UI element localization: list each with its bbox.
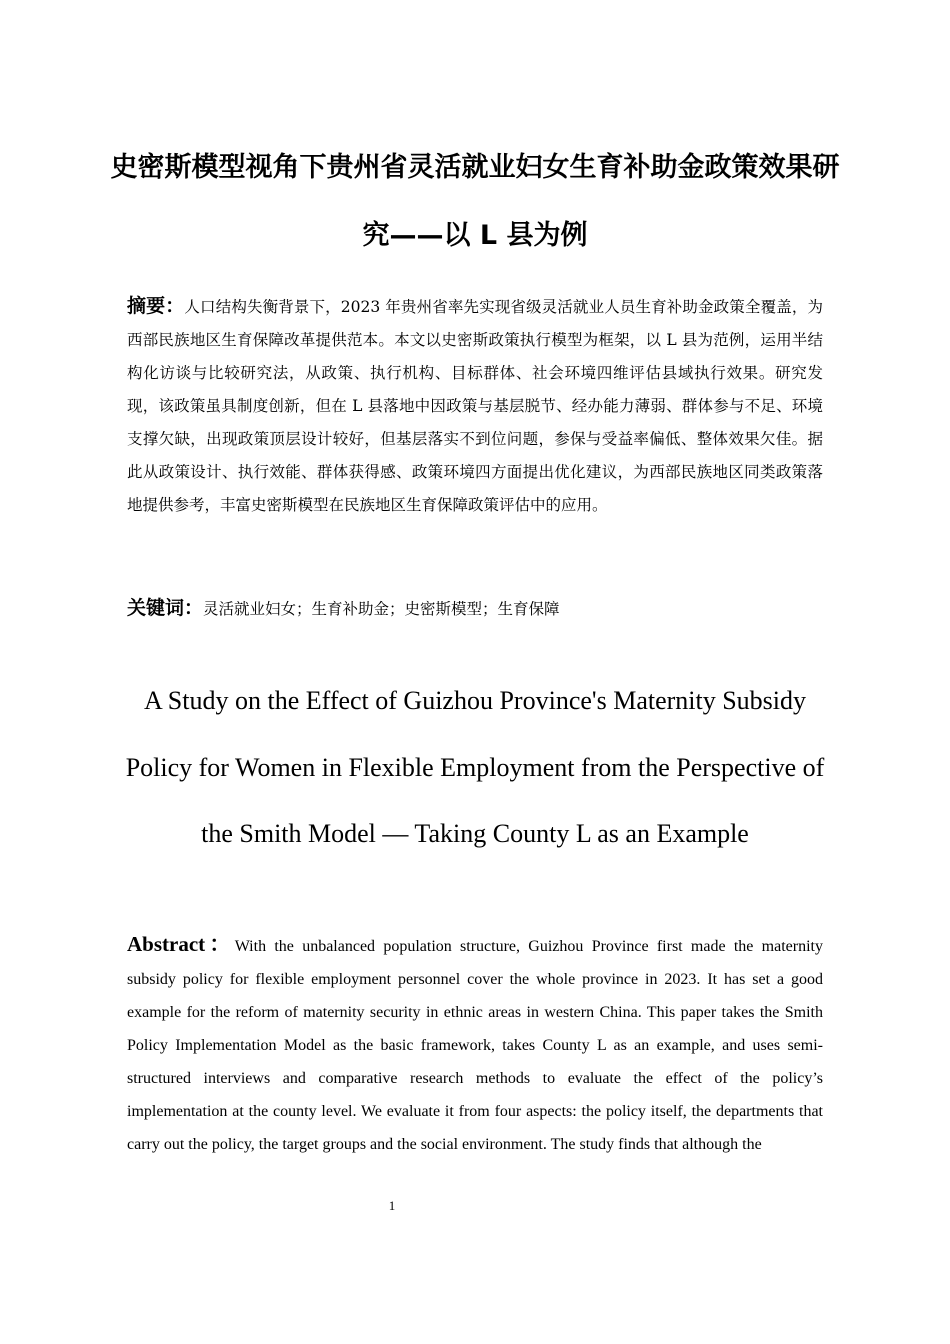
chinese-keywords <box>127 592 823 626</box>
chinese-title: 史密斯模型视角下贵州省灵活就业妇女生育补助金政策效果研究——以 L 县为例 <box>110 152 840 251</box>
page-number: 1 <box>388 1198 396 1213</box>
english-title: A Study on the Effect of Guizhou Province's Maternity Subsidy Policy for Women in Flexible Employment from the Perspective of the Smith Model — Taking County L as an Example <box>125 686 825 848</box>
chinese-abstract <box>127 290 823 522</box>
english-abstract-label: Abstract： <box>127 932 235 956</box>
english-abstract <box>127 928 823 1161</box>
english-abstract-text: With the unbalanced population structure, Guizhou Province first made the maternity subsidy policy for flexible employment personnel cover the whole province in 2023. It has set a good example for the reform of maternity security in ethnic areas in western China. This paper takes the Smith Policy Implementation Model as the basic framework, takes County L as an example, and uses semi-structured interviews and comparative research methods to evaluate the effect of the policy’s implementation at the county level. We evaluate it from four aspects: the policy itself, the departments that carry out the policy, the target groups and the social environment. The study finds that although the <box>127 938 823 1153</box>
chinese-keywords-label: 关键词： <box>127 597 204 619</box>
chinese-abstract-label: 摘要： <box>127 295 185 317</box>
chinese-keywords-text: 灵活就业妇女；生育补助金；史密斯模型；生育保障 <box>203 600 560 618</box>
chinese-abstract-text: 人口结构失衡背景下，2023 年贵州省率先实现省级灵活就业人员生育补助金政策全覆盖，为西部民族地区生育保障改革提供范本。本文以史密斯政策执行模型为框架，以 L 县为范例，运用半结构化访谈与比较研究法，从政策、执行机构、目标群体、社会环境四维评估县域执行效果。研究发现，该政策虽具制度创新，但在 L 县落地中因政策与基层脱节、经办能力薄弱、群体参与不足、环境支撑欠缺，出现政策顶层设计较好，但基层落实不到位问题，参保与受益率偏低、整体效果欠佳。据此从政策设计、执行效能、群体获得感、政策环境四方面提出优化建议，为西部民族地区同类政策落地提供参考，丰富史密斯模型在民族地区生育保障政策评估中的应用。 <box>127 298 823 514</box>
